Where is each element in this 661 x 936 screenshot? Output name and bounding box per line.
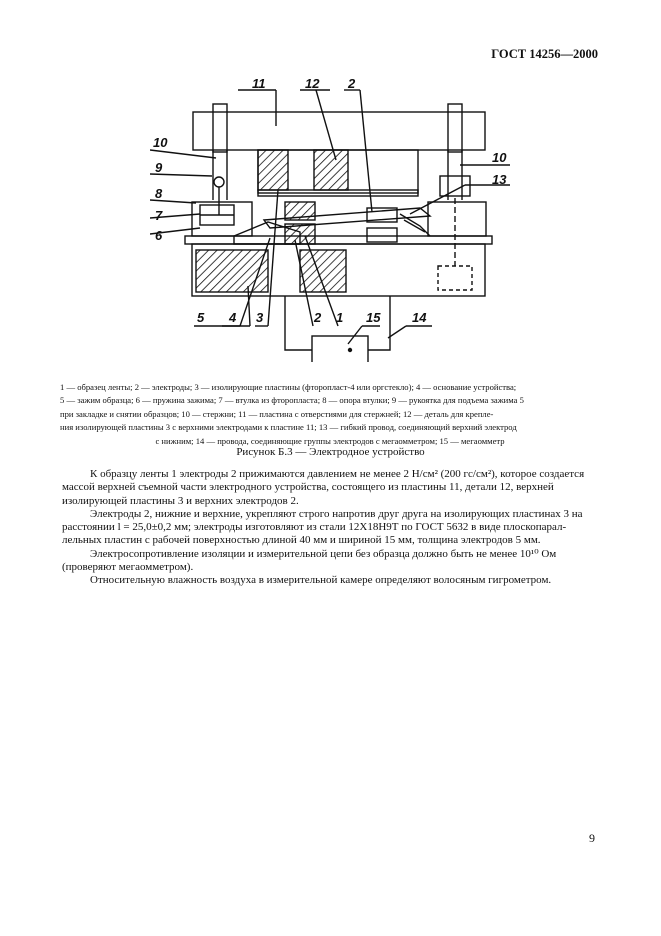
label-4: 4 bbox=[229, 310, 237, 325]
label-2-bottom: 2 bbox=[314, 310, 322, 325]
megaohmmeter-15 bbox=[312, 336, 368, 362]
page-number: 9 bbox=[589, 831, 595, 845]
label-3: 3 bbox=[256, 310, 264, 325]
text-line: Электросопротивление изоляции и измерительной цепи без образца должно быть не менее 10¹⁰ Ом bbox=[90, 547, 557, 560]
figure-legend bbox=[60, 381, 600, 448]
label-13: 13 bbox=[492, 172, 507, 187]
label-10-left: 10 bbox=[153, 135, 168, 150]
label-5: 5 bbox=[197, 310, 205, 325]
body-text bbox=[62, 468, 598, 588]
legend-line: 1 — образец ленты; 2 — электроды; 3 — изолирующие пластины (фторопласт-4 или оргстекло); 4 — основание устройства; bbox=[60, 382, 517, 392]
label-15: 15 bbox=[366, 310, 381, 325]
label-1: 1 bbox=[336, 310, 344, 325]
figure-caption: Рисунок Б.3 — Электродное устройство bbox=[236, 446, 425, 458]
label-10-right: 10 bbox=[492, 150, 507, 165]
text-line: изолирующей пластины 3 и верхних электродов 2. bbox=[62, 494, 299, 507]
legend-line: с нижним; 14 — провода, соединяющие группы электродов с мегаомметром; 15 — мегаомметр bbox=[155, 435, 505, 446]
paragraph-3 bbox=[62, 548, 598, 575]
label-9: 9 bbox=[155, 160, 163, 175]
label-2-top: 2 bbox=[348, 76, 356, 91]
paragraph-4 bbox=[62, 574, 598, 587]
paragraph-1 bbox=[62, 468, 598, 508]
plate-11 bbox=[193, 112, 485, 150]
electrode-device-drawing bbox=[150, 72, 510, 362]
text-line: К образцу ленты 1 электроды 2 прижимаются давлением не менее 2 Н/см² (200 гс/см²), которое создается bbox=[90, 468, 585, 480]
text-line: расстоянии l = 25,0±0,2 мм; электроды изготовляют из стали 12Х18Н9Т по ГОСТ 5632 в виде плоскопарал- bbox=[62, 521, 567, 534]
label-11: 11 bbox=[252, 76, 266, 91]
label-8: 8 bbox=[155, 186, 163, 201]
label-7: 7 bbox=[155, 208, 163, 223]
label-14: 14 bbox=[412, 310, 427, 325]
label-6: 6 bbox=[155, 228, 163, 243]
legend-line: 5 — зажим образца; 6 — пружина зажима; 7 — втулка из фторопласта; 8 — опора втулки; 9 — рукоятка для подъема зажима 5 bbox=[60, 395, 524, 406]
text-line: (проверяют мегаомметром). bbox=[62, 561, 194, 574]
legend-line: при закладке и снятии образцов; 10 — стержни; 11 — пластина с отверстиями для стержней; 12 — деталь для крепле- bbox=[60, 408, 494, 419]
text-line: Электроды 2, нижние и верхние, укрепляют строго напротив друг друга на изолирующих пластинах 3 на bbox=[90, 507, 583, 520]
text-line: лельных пластин с рабочей поверхностью длиной 40 мм и шириной 15 мм, толщина электродов 5 мм. bbox=[62, 534, 541, 547]
standard-header: ГОСТ 14256—2000 bbox=[491, 47, 598, 61]
label-12: 12 bbox=[305, 76, 320, 91]
paragraph-2 bbox=[62, 508, 598, 548]
legend-line: ния изолирующей пластины 3 с верхними электродами к пластине 11; 13 — гибкий провод, соединяющий верхний электрод bbox=[60, 422, 517, 433]
text-line: массой верхней съемной части электродного устройства, состоящего из пластины 11, детали 12, верхней bbox=[62, 481, 554, 494]
text-line: Относительную влажность воздуха в измерительной камере определяют волосяным гигрометром. bbox=[90, 574, 552, 587]
